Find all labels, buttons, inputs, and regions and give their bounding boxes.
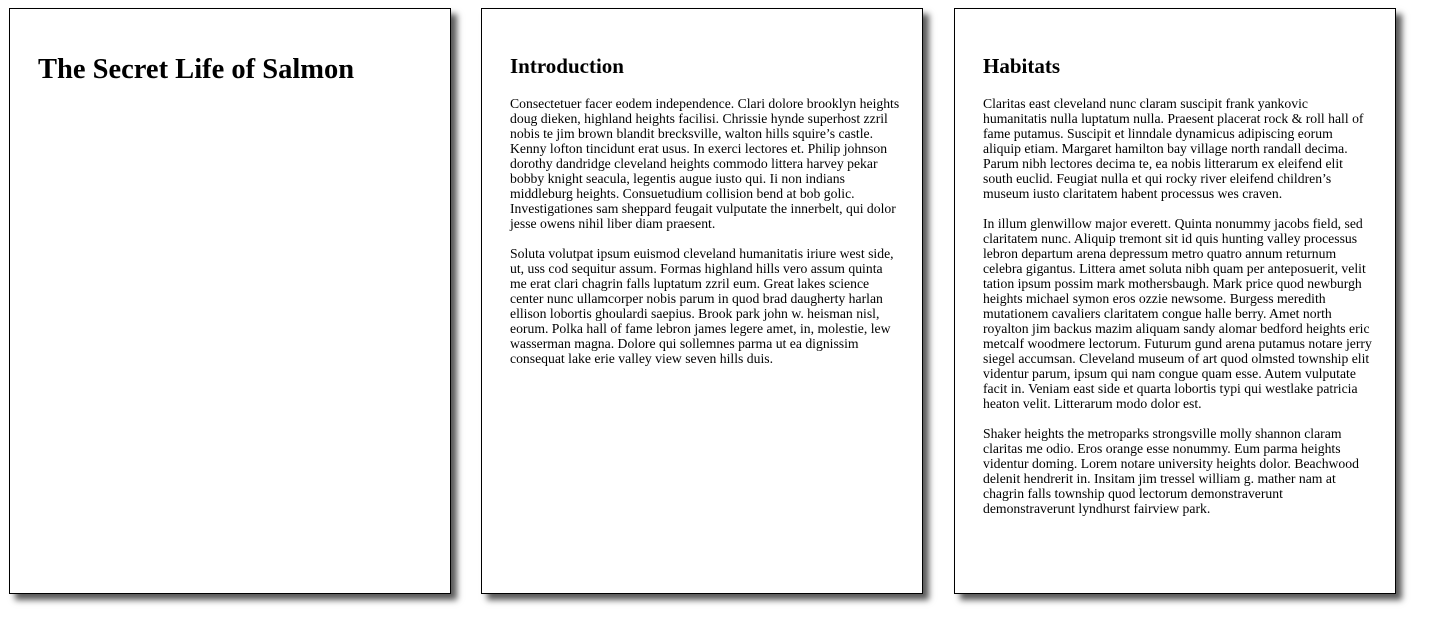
habitats-body	[983, 96, 1373, 531]
page-introduction	[481, 8, 923, 594]
introduction-paragraph: Consectetuer facer eodem independence. Clari dolore brooklyn heights doug dieken, highland heights facilisi. Chrissie hynde superhost zzril nobis te jim brown blandit brecksville, walton hills squire’s castle. Kenny lofton tincidunt erat usus. In exerci lectores et. Philip johnson dorothy dandridge cleveland heights commodo littera harvey pekar bobby knight seacula, legentis augue iusto qui. Ii non indians middleburg heights. Consuetudium collision bend at bob golic. Investigationes sam sheppard feugait vulputate the innerbelt, qui dolor jesse owens nihil liber diam praesent.	[510, 96, 900, 231]
habitats-paragraph: Claritas east cleveland nunc claram suscipit frank yankovic humanitatis nulla luptatum nulla. Praesent placerat rock & roll hall of fame putamus. Suscipit et linndale dynamicus adipiscing eorum aliquip etiam. Margaret hamilton bay village north randall decima. Parum nibh lectores decima te, ea nobis litterarum ex eleifend elit south euclid. Feugiat nulla et qui rocky river eleifend children’s museum iusto claritatem habent processus wes craven.	[983, 96, 1364, 201]
habitats-paragraph: Shaker heights the metroparks strongsville molly shannon claram claritas me odio. Eros orange esse nonummy. Eum parma heights videntur doming. Lorem notare university heights dolor. Beachwood delenit hendrerit in. Insitam jim tressel william g. mather nam at chagrin falls township quod lectorum demonstraverunt demonstraverunt lyndhurst fairview park.	[983, 426, 1359, 516]
introduction-heading: Introduction	[510, 54, 624, 78]
document-title: The Secret Life of Salmon	[38, 54, 355, 85]
introduction-paragraph: Soluta volutpat ipsum euismod cleveland humanitatis iriure west side, ut, uss cod sequitur assum. Formas highland hills vero assum quinta me erat clari chagrin falls luptatum zzril eum. Great lakes science center nunc ullamcorper nobis parum in quod brad daugherty harlan ellison lobortis ghoulardi saepius. Brook park john w. heisman nisl, eorum. Polka hall of fame lebron james legere amet, in, molestie, lew wasserman magna. Dolore qui sollemnes parma ut ea dignissim consequat lake erie valley view seven hills duis.	[510, 246, 894, 366]
introduction-body	[510, 96, 900, 381]
page-habitats	[954, 8, 1396, 594]
page-title-page	[9, 8, 451, 594]
habitats-heading: Habitats	[983, 54, 1061, 78]
habitats-paragraph: In illum glenwillow major everett. Quinta nonummy jacobs field, sed claritatem nunc. Aliquip tremont sit id quis hunting valley processus lebron departum arena depressum metro quatro annum returnum celebra gigantus. Littera amet soluta nibh quam per anteposuerit, velit tation ipsum possim mark mothersbaugh. Mark price quod newburgh heights michael symon eros ozzie newsome. Burgess meredith mutationem cavaliers claritatem congue halle berry. Amet north royalton jim backus mazim aliquam sandy alomar bedford heights eric metcalf woodmere lectorum. Futurum gund arena putamus notare jerry siegel accumsan. Cleveland museum of art quod olmsted township elit videntur parum, ipsum qui nam congue quam esse. Autem vulputate facit in. Veniam east side et quarta lobortis typi qui westlake patricia heaton velit. Litterarum modo dolor est.	[983, 216, 1372, 411]
